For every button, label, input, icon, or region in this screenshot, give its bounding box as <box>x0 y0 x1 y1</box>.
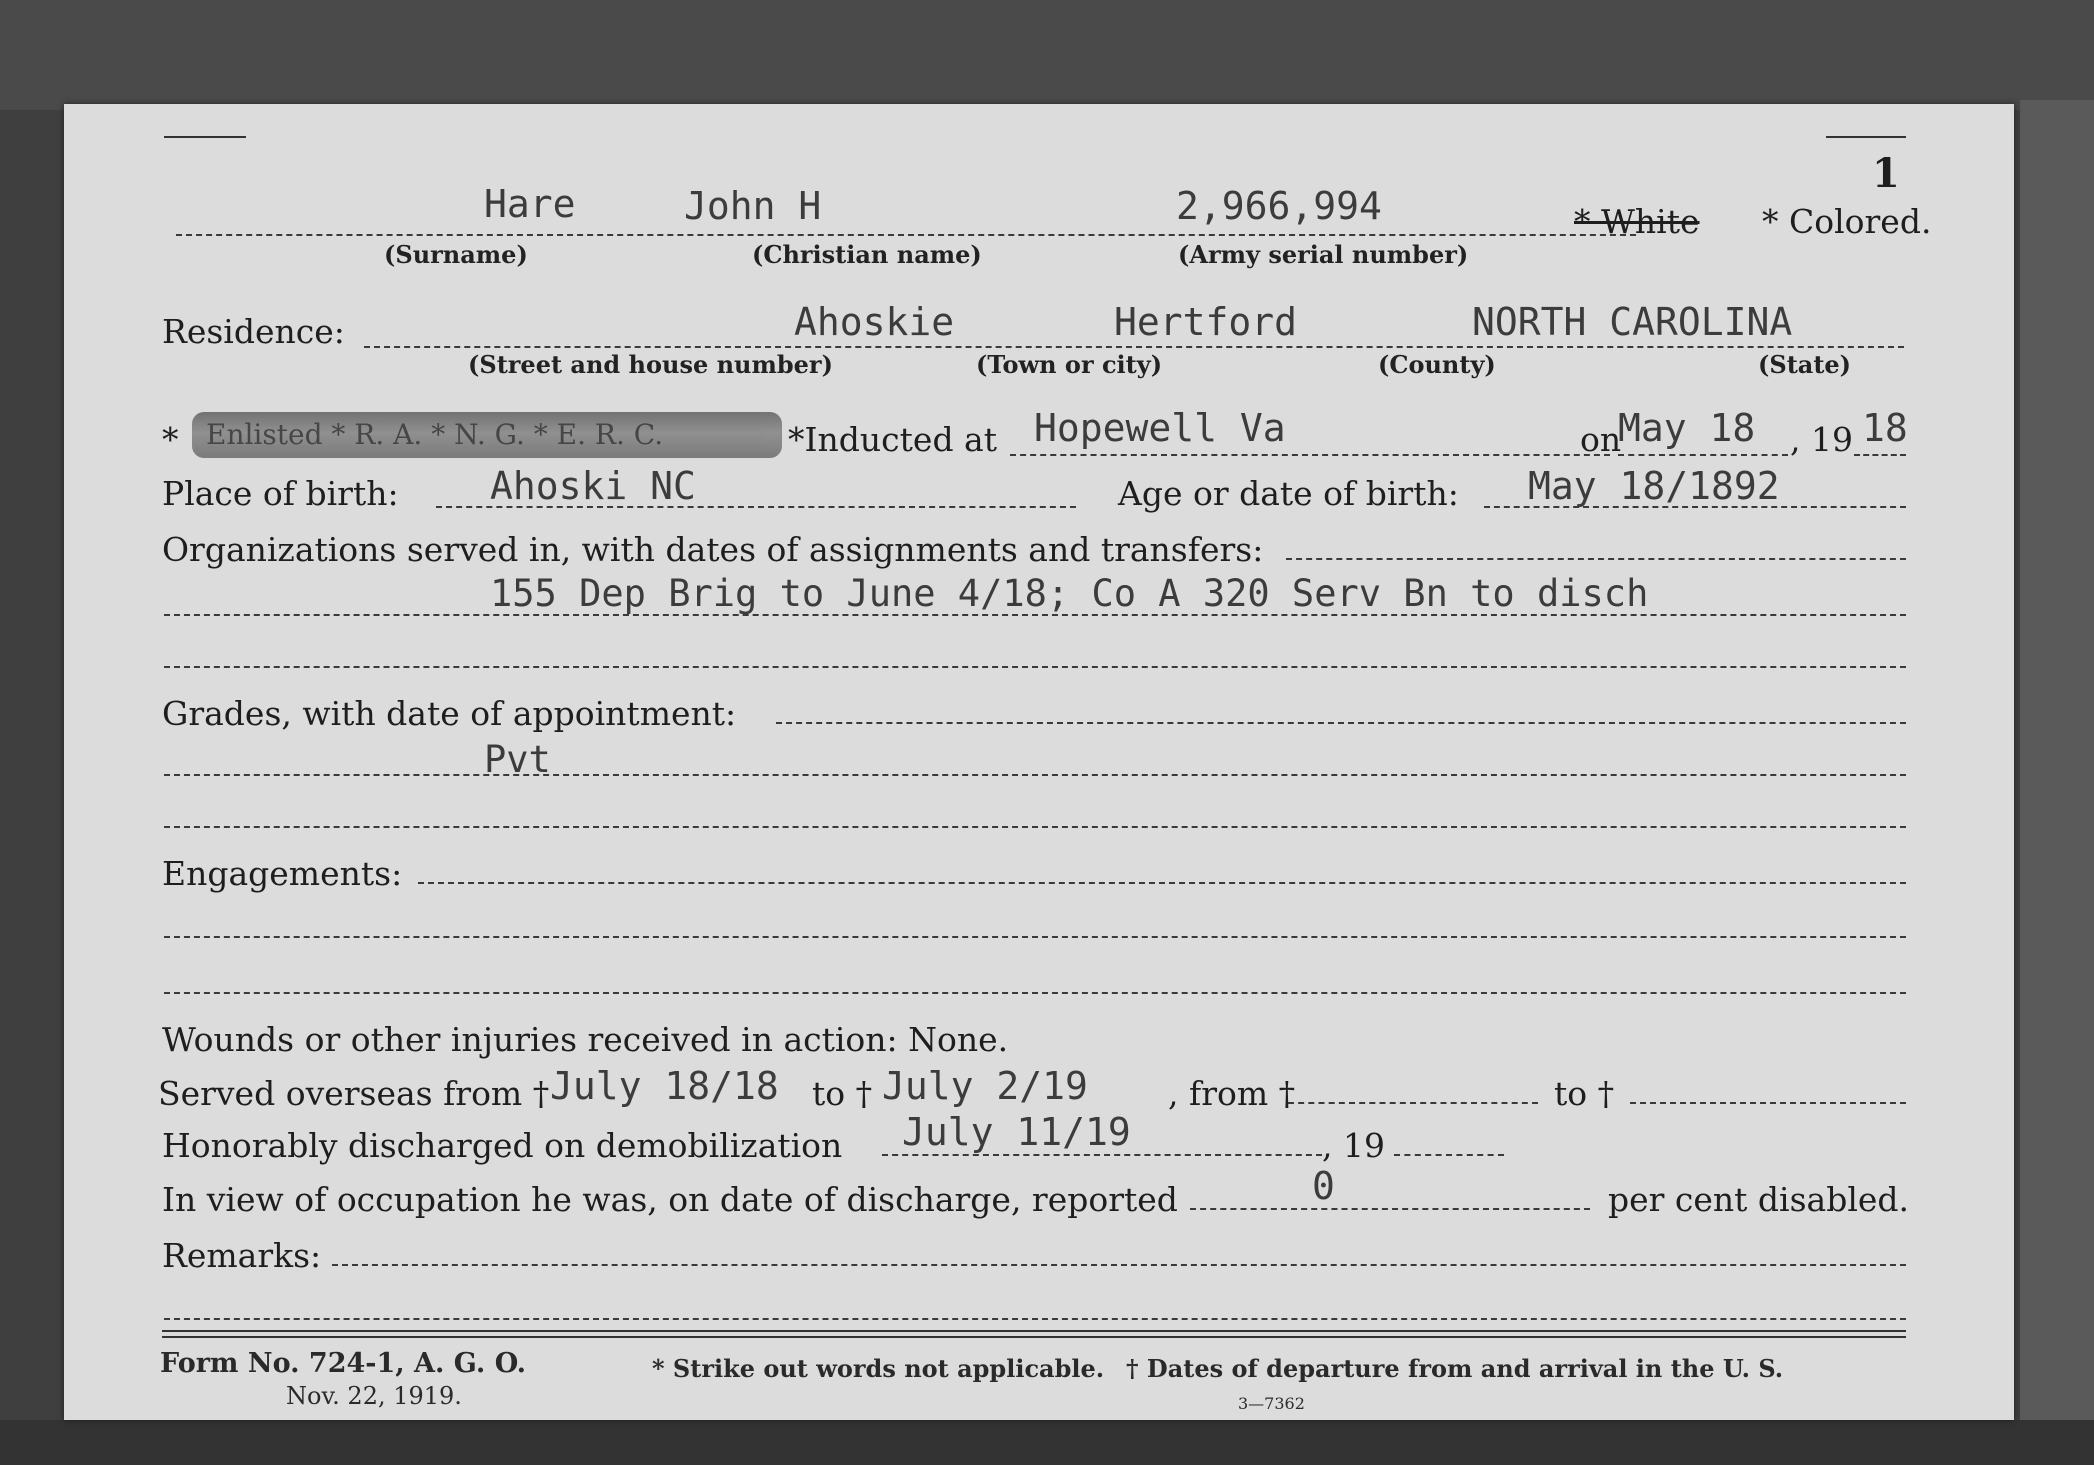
inducted-date-line <box>1618 454 1788 456</box>
organizations-value: 155 Dep Brig to June 4/18; Co A 320 Serv Bn to disch <box>490 572 1649 615</box>
engagements-line-1 <box>164 936 1906 938</box>
age-value: May 18/1892 <box>1528 464 1780 508</box>
inducted-year-value: 18 <box>1862 406 1908 450</box>
inducted-date-value: May 18 <box>1618 406 1756 450</box>
overseas-to2-line <box>1630 1102 1906 1104</box>
inducted-year-line <box>1854 454 1906 456</box>
overseas-from2-line <box>1288 1102 1538 1104</box>
overseas-to2-label: to † <box>1554 1074 1615 1113</box>
town-caption: (Town or city) <box>976 350 1163 379</box>
discharge-line <box>882 1154 1322 1156</box>
top-left-rule <box>164 136 246 138</box>
remarks-line-0 <box>332 1264 1906 1266</box>
grades-line-2 <box>164 826 1906 828</box>
surname-caption: (Surname) <box>384 240 528 269</box>
organizations-line-1 <box>164 614 1906 616</box>
residence-county-value: Hertford <box>1114 300 1298 344</box>
grades-line-1 <box>164 774 1906 776</box>
birth-place-label: Place of birth: <box>162 474 399 513</box>
grades-label-line <box>776 722 1906 724</box>
print-code: 3—7362 <box>1238 1394 1305 1413</box>
inducted-place-line <box>1010 454 1610 456</box>
street-caption: (Street and house number) <box>468 350 833 379</box>
struck-enlistment-options: Enlisted * R. A. * N. G. * E. R. C. <box>192 412 782 458</box>
overseas-to-value: July 2/19 <box>882 1064 1088 1108</box>
grades-label: Grades, with date of appointment: <box>162 694 737 733</box>
overseas-from-value: July 18/18 <box>550 1064 779 1108</box>
organizations-label-line <box>1286 558 1906 560</box>
age-label: Age or date of birth: <box>1118 474 1459 513</box>
race-colored: * Colored. <box>1762 202 1932 241</box>
footer-rule-2 <box>162 1336 1906 1338</box>
dates-note: † Dates of departure from and arrival in the U. S. <box>1126 1354 1784 1383</box>
residence-state-value: NORTH CAROLINA <box>1472 300 1793 344</box>
residence-label: Residence: <box>162 312 345 351</box>
form-number: Form No. 724-1, A. G. O. <box>160 1348 527 1379</box>
residence-line <box>364 346 1904 348</box>
surname-value: Hare <box>484 182 576 226</box>
state-caption: (State) <box>1758 350 1852 379</box>
serial-caption: (Army serial number) <box>1178 240 1469 269</box>
organizations-line-2 <box>164 666 1906 668</box>
county-caption: (County) <box>1378 350 1496 379</box>
remarks-label: Remarks: <box>162 1236 322 1275</box>
engagements-line-0 <box>418 882 1906 884</box>
disability-suffix: per cent disabled. <box>1608 1180 1910 1219</box>
card-number: 1 <box>1872 150 1900 197</box>
disability-value: 0 <box>1312 1164 1335 1208</box>
inducted-label: *Inducted at <box>788 420 997 459</box>
wounds-label: Wounds or other injuries received in action: None. <box>162 1020 1009 1059</box>
scan-background-bottom <box>0 1420 2094 1465</box>
organizations-label: Organizations served in, with dates of assignments and transfers: <box>162 530 1264 569</box>
birth-place-line <box>436 506 1076 508</box>
overseas-label: Served overseas from † <box>158 1074 550 1113</box>
record-card <box>64 104 2014 1420</box>
enlistment-star: * <box>162 420 179 459</box>
overseas-to-label: to † <box>812 1074 873 1113</box>
form-date: Nov. 22, 1919. <box>286 1382 462 1410</box>
on-label: on <box>1580 420 1622 459</box>
christian-name-value: John H <box>684 184 822 228</box>
footer-rule-1 <box>162 1330 1906 1332</box>
birth-place-value: Ahoski NC <box>490 464 696 508</box>
scan-background-right <box>2020 100 2094 1430</box>
disability-line <box>1190 1208 1590 1210</box>
disability-label: In view of occupation he was, on date of discharge, reported <box>162 1180 1178 1219</box>
discharge-year-prefix: , 19 <box>1322 1126 1385 1165</box>
discharge-year-line <box>1394 1154 1504 1156</box>
scan-background-top <box>0 0 2094 110</box>
discharge-label: Honorably discharged on demobilization <box>162 1126 843 1165</box>
race-white-struck: * White <box>1574 202 1700 241</box>
residence-town-value: Ahoskie <box>794 300 955 344</box>
engagements-label: Engagements: <box>162 854 403 893</box>
top-right-rule <box>1826 136 1906 138</box>
age-line <box>1484 506 1906 508</box>
engagements-line-2 <box>164 992 1906 994</box>
inducted-year-prefix: , 19 <box>1790 420 1853 459</box>
discharge-value: July 11/19 <box>902 1110 1131 1154</box>
inducted-place-value: Hopewell Va <box>1034 406 1286 450</box>
strike-out-note: * Strike out words not applicable. <box>652 1354 1105 1383</box>
overseas-from2-label: , from † <box>1168 1074 1296 1113</box>
remarks-line-1 <box>164 1318 1906 1320</box>
serial-number-value: 2,966,994 <box>1176 184 1382 228</box>
name-line <box>176 234 1636 236</box>
christian-name-caption: (Christian name) <box>752 240 982 269</box>
grades-value: Pvt <box>484 738 551 781</box>
